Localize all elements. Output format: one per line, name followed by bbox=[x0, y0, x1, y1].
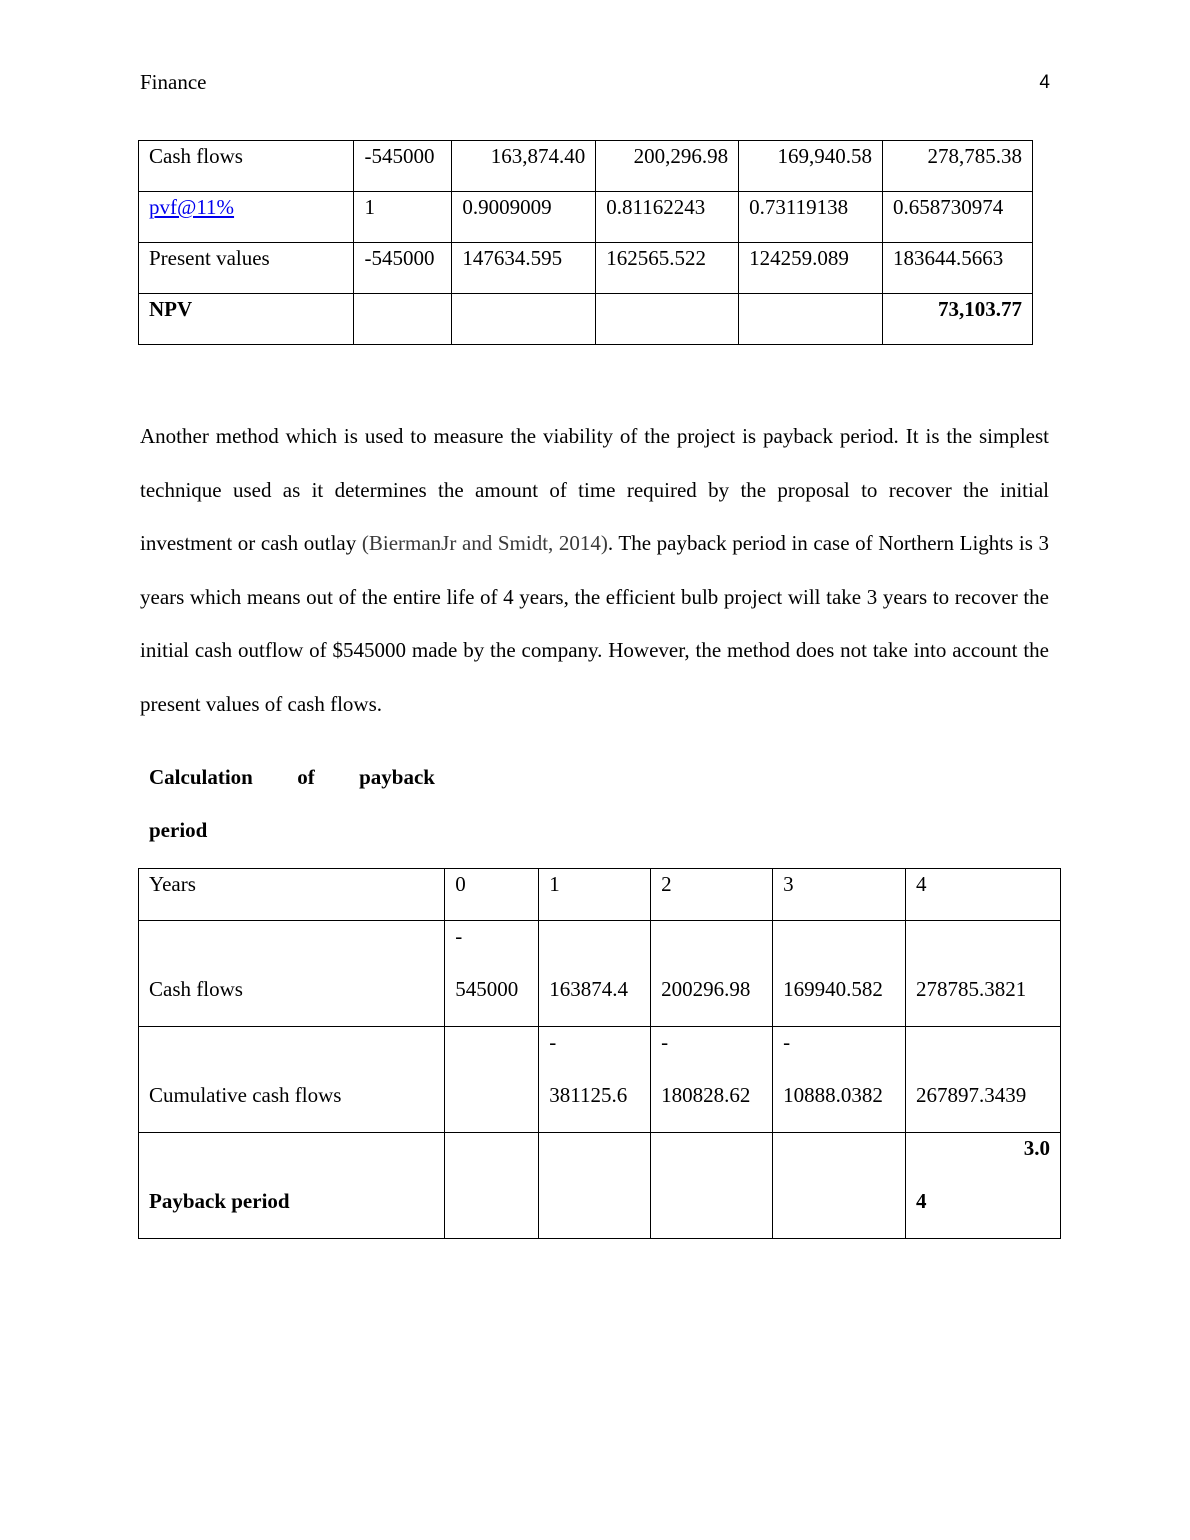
cell-value: 381125.6 bbox=[549, 1083, 628, 1107]
minus-sign: - bbox=[783, 1030, 791, 1054]
table-row bbox=[139, 243, 1033, 294]
table-cell: 169940.582 bbox=[773, 921, 906, 1027]
table-cell: 0.658730974 bbox=[883, 192, 1033, 243]
heading-line: period bbox=[149, 818, 208, 842]
table-row bbox=[139, 1133, 1061, 1239]
payback-label: Payback period bbox=[139, 1133, 445, 1239]
section-heading bbox=[149, 751, 435, 857]
table-row bbox=[139, 192, 1033, 243]
table-cell bbox=[596, 294, 739, 345]
cell-value: 10888.0382 bbox=[783, 1083, 883, 1107]
table-cell: 278,785.38 bbox=[883, 141, 1033, 192]
paragraph-text: . The payback period in case of Northern Lights is 3 years which means out of the entire life of 4 years, the efficient bulb project will take 3 years to recover the initial cash outflow of $545000 made by the company. However, the method does not take into account the present values of cash flows. bbox=[140, 531, 1050, 716]
table-cell: 200296.98 bbox=[651, 921, 773, 1027]
table-cell: -545000 bbox=[354, 141, 452, 192]
table-cell: 163,874.40 bbox=[452, 141, 596, 192]
header-cell: 4 bbox=[906, 869, 1061, 921]
table-cell: 147634.595 bbox=[452, 243, 596, 294]
header-cell: Years bbox=[139, 869, 445, 921]
table-cell bbox=[651, 1027, 773, 1133]
row-label: Cash flows bbox=[139, 141, 354, 192]
table-header-row bbox=[139, 869, 1061, 921]
row-label: Cash flows bbox=[139, 921, 445, 1027]
paragraph-text: Another method which is used to measure the viability of the project is payback period. It is the simplest technique used as it determines the amount of time required by the proposal to recover the initial investment or cash outlay bbox=[140, 424, 1049, 556]
table-cell bbox=[445, 1027, 539, 1133]
minus-sign: - bbox=[661, 1030, 669, 1054]
table-cell: 169,940.58 bbox=[739, 141, 883, 192]
table-cell: 278785.3821 bbox=[906, 921, 1061, 1027]
table-cell bbox=[452, 294, 596, 345]
table-row bbox=[139, 921, 1061, 1027]
table-cell: 0.9009009 bbox=[452, 192, 596, 243]
table-row bbox=[139, 294, 1033, 345]
table-cell: 162565.522 bbox=[596, 243, 739, 294]
table-cell bbox=[354, 294, 452, 345]
table-cell: 267897.3439 bbox=[906, 1027, 1061, 1133]
npv-label: NPV bbox=[139, 294, 354, 345]
table-cell: 200,296.98 bbox=[596, 141, 739, 192]
table-cell: 183644.5663 bbox=[883, 243, 1033, 294]
cell-value: 545000 bbox=[455, 977, 519, 1001]
citation: (BiermanJr and Smidt, 2014) bbox=[361, 531, 608, 556]
body-paragraph bbox=[140, 410, 1049, 732]
minus-sign: - bbox=[455, 924, 463, 948]
heading-line: Calculation of payback bbox=[149, 765, 435, 789]
table-cell: 0.81162243 bbox=[596, 192, 739, 243]
row-label: Cumulative cash flows bbox=[139, 1027, 445, 1133]
pvf-link[interactable]: pvf@11% bbox=[149, 195, 235, 219]
table-cell bbox=[445, 921, 539, 1027]
table-row bbox=[139, 141, 1033, 192]
row-label bbox=[139, 192, 354, 243]
table-cell: 124259.089 bbox=[739, 243, 883, 294]
table-cell bbox=[539, 1133, 651, 1239]
table-cell bbox=[445, 1133, 539, 1239]
table-cell: -545000 bbox=[354, 243, 452, 294]
table-row bbox=[139, 1027, 1061, 1133]
table-cell bbox=[539, 1027, 651, 1133]
cell-value: 180828.62 bbox=[661, 1083, 751, 1107]
npv-table bbox=[138, 140, 1033, 345]
npv-value: 73,103.77 bbox=[883, 294, 1033, 345]
table-cell bbox=[651, 1133, 773, 1239]
payback-value-line2: 4 bbox=[916, 1189, 927, 1213]
minus-sign: - bbox=[549, 1030, 557, 1054]
table-cell: 1 bbox=[354, 192, 452, 243]
table-cell bbox=[739, 294, 883, 345]
header-cell: 3 bbox=[773, 869, 906, 921]
header-cell: 1 bbox=[539, 869, 651, 921]
row-label: Present values bbox=[139, 243, 354, 294]
payback-value-line1: 3.0 bbox=[1023, 1136, 1050, 1160]
table-cell bbox=[773, 1133, 906, 1239]
running-head: Finance bbox=[140, 70, 207, 94]
payback-value bbox=[906, 1133, 1061, 1239]
page-number: 4 bbox=[1039, 72, 1050, 93]
header-cell: 2 bbox=[651, 869, 773, 921]
payback-table bbox=[138, 868, 1061, 1239]
table-cell bbox=[773, 1027, 906, 1133]
header-cell: 0 bbox=[445, 869, 539, 921]
table-cell: 163874.4 bbox=[539, 921, 651, 1027]
table-cell: 0.73119138 bbox=[739, 192, 883, 243]
